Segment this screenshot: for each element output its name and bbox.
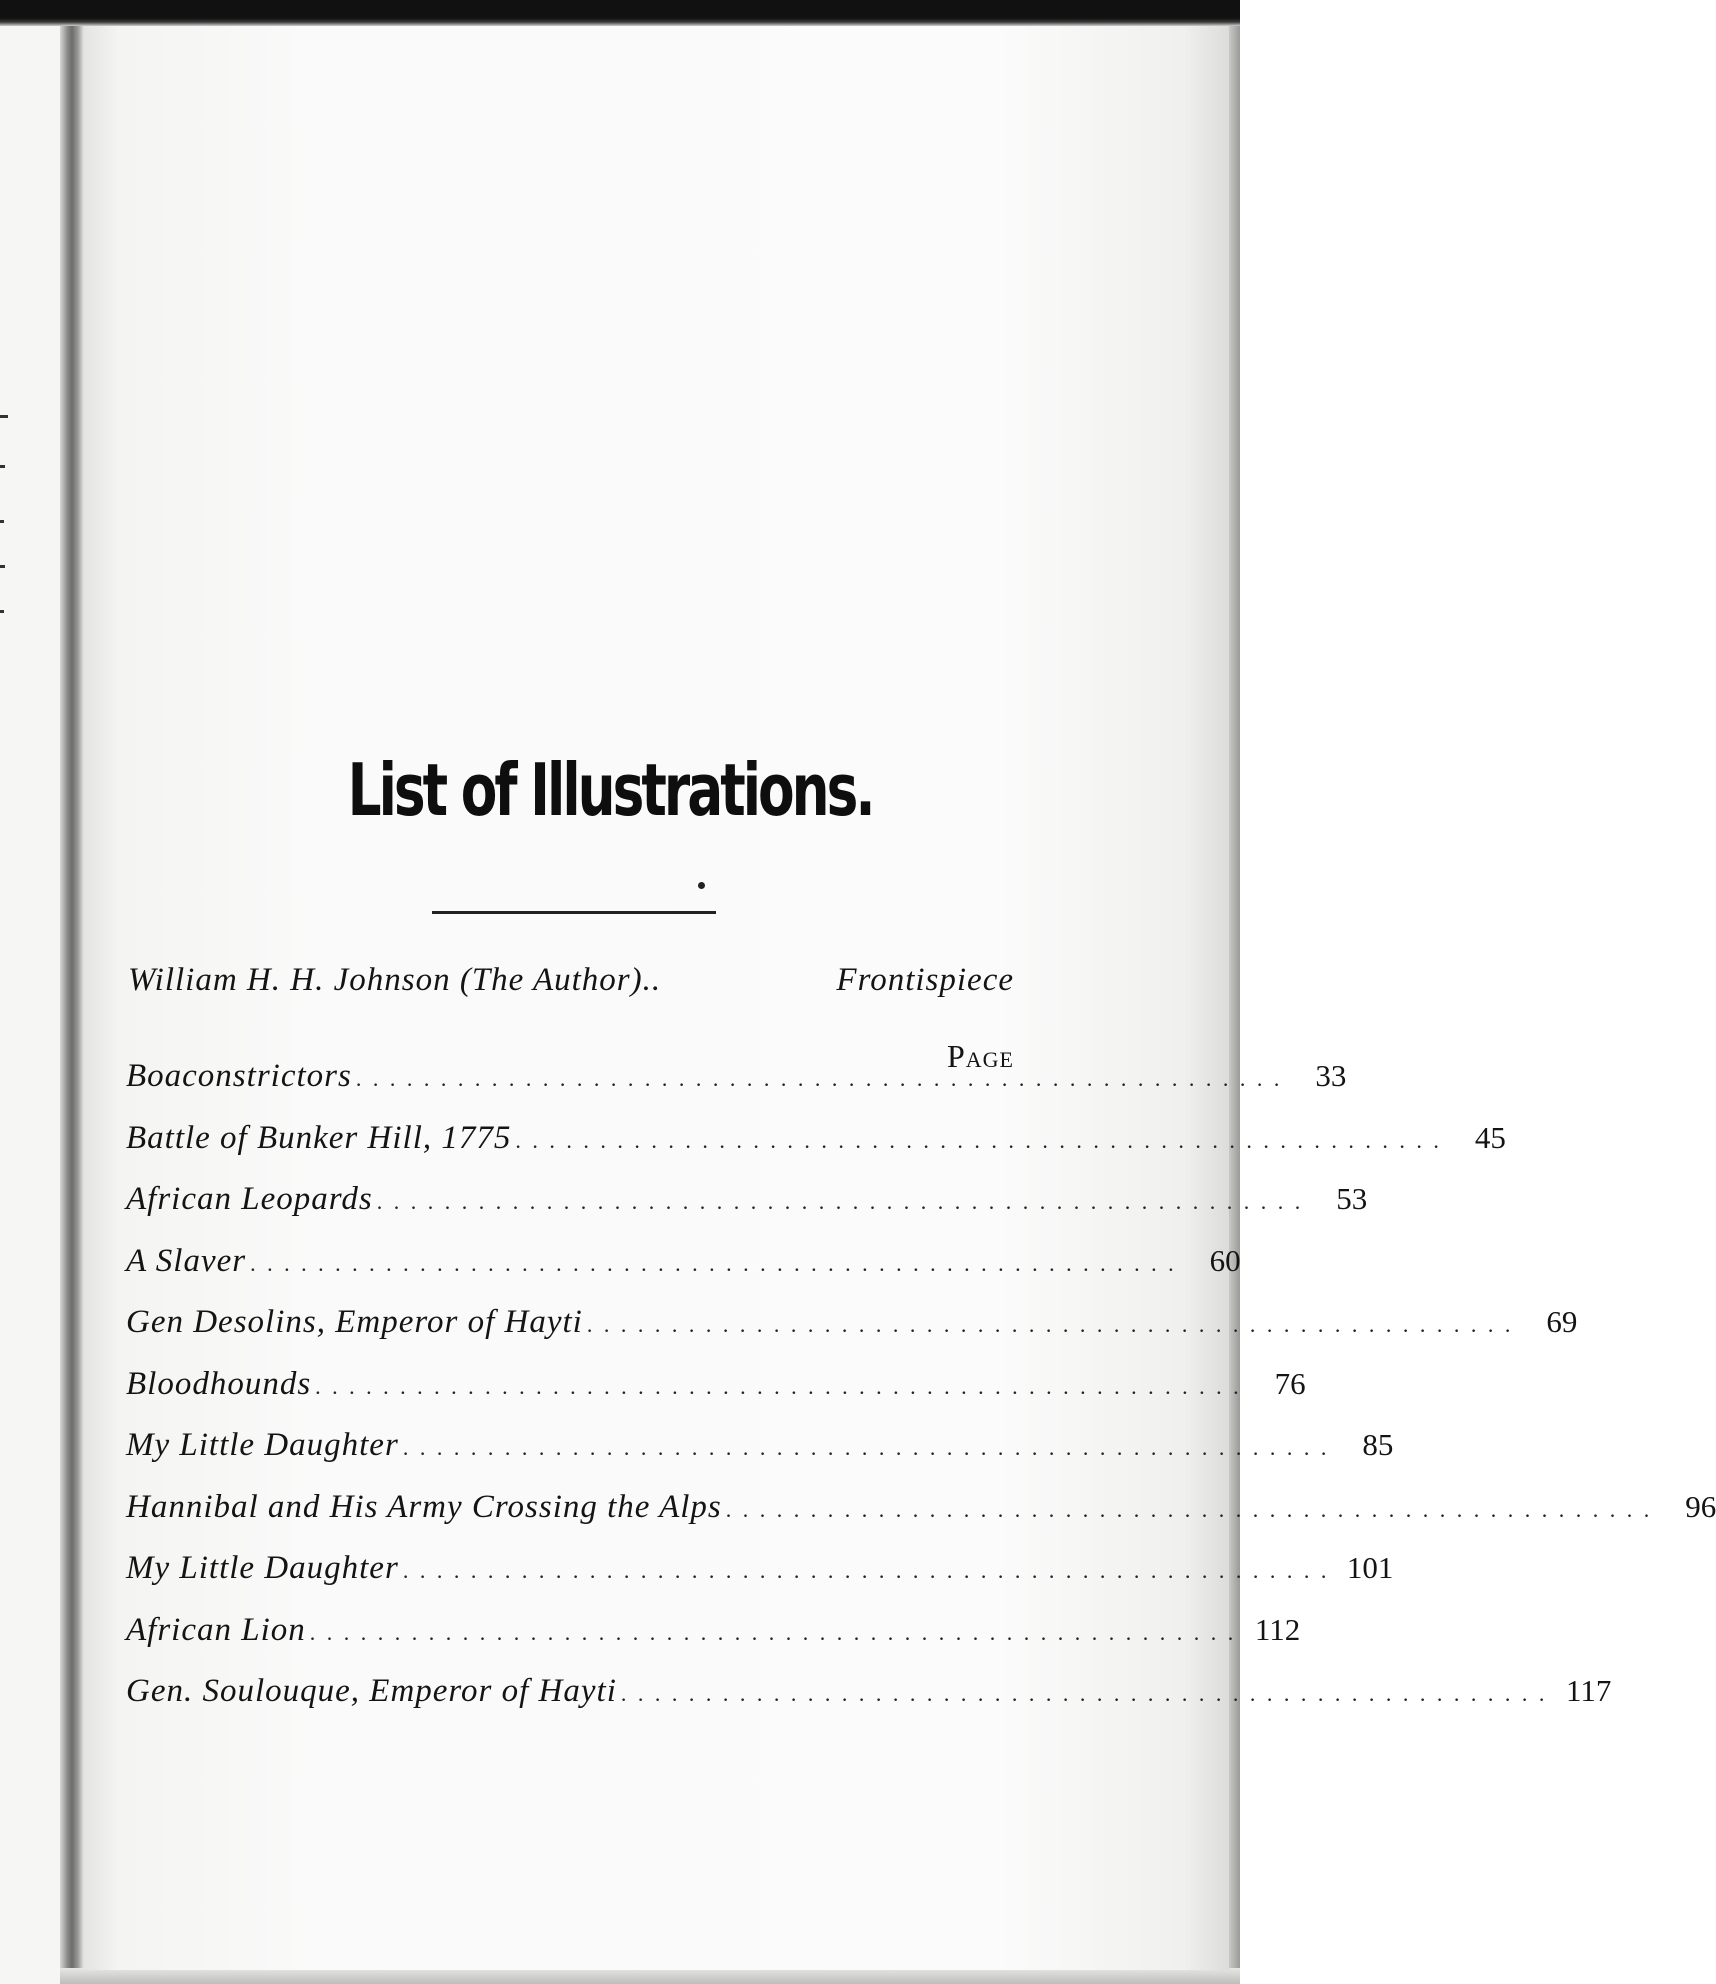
list-item: [126, 1242, 1241, 1305]
illustration-title: African Leopards: [126, 1181, 373, 1217]
book-spine: [60, 26, 84, 1984]
dot-leader: . . . . . . . . . . . . . . . . . . . . . . . . . . . . . . . . . . . . . . . . . . . . . . . . . . . . . . .: [402, 1558, 1330, 1583]
illustration-title: Boaconstrictors: [126, 1058, 352, 1094]
dot-leader: . . . . . . . . . . . . . . . . . . . . . . . . . . . . . . . . . . . . . . . . . . . . . . . . . . . . . . .: [309, 1619, 1237, 1645]
margin-mark: [0, 565, 5, 568]
frontispiece-label: [128, 962, 661, 999]
illustration-page-number: 101: [1346, 1550, 1394, 1585]
ornament-dot: [698, 882, 705, 889]
frontispiece-title: William H. H. Johnson (The Author): [128, 962, 643, 998]
dot-leader: . . . . . . . . . . . . . . . . . . . . . . . . . . . . . . . . . . . . . . . . . . . . . . . . . . . . . . .: [315, 1373, 1242, 1399]
list-item: [126, 1304, 1578, 1366]
list-item: [126, 1611, 1301, 1674]
list-item: [126, 1119, 1506, 1182]
frontispiece-position: Frontispiece: [836, 962, 1014, 998]
dot-leader: . . . . . . . . . . . . . . . . . . . . . . . . . . . . . . . . . . . . . . . . . . . . . . . . . . . . . . .: [402, 1435, 1330, 1460]
illustration-page-number: 45: [1474, 1119, 1506, 1155]
list-item: [126, 1550, 1394, 1612]
illustration-page-number: 60: [1209, 1242, 1241, 1278]
list-item: [126, 1058, 1347, 1120]
page-title: List of Illustrations.: [347, 748, 873, 832]
illustration-title: Gen Desolins, Emperor of Hayti: [126, 1304, 583, 1340]
illustration-page-number: 53: [1336, 1181, 1368, 1216]
title-rule: [432, 911, 716, 914]
illustration-page-number: 117: [1566, 1673, 1612, 1708]
list-item: [126, 1365, 1306, 1428]
illustration-title: My Little Daughter: [126, 1427, 399, 1463]
illustration-title: Bloodhounds: [126, 1365, 312, 1402]
dot-leader: . . . . . . . . . . . . . . . . . . . . . . . . . . . . . . . . . . . . . . . . . . . . . . . . . . . . . . .: [515, 1127, 1442, 1153]
illustration-title: Hannibal and His Army Crossing the Alps: [126, 1488, 722, 1525]
frontispiece-entry: [128, 962, 1014, 1018]
dot-leader: . . . . . . . . . . . . . . . . . . . . . . . . . . . . . . . . . . . . . . . . . . . . . . . . . . . . . . .: [620, 1681, 1548, 1706]
book-top-edge: [0, 0, 1240, 26]
book-bottom-edge: [60, 1968, 1240, 1984]
frontispiece-separator: ..: [642, 962, 662, 998]
illustration-page-number: 33: [1315, 1058, 1347, 1093]
illustration-list: [126, 1058, 1716, 1735]
illustration-title: My Little Daughter: [126, 1550, 399, 1586]
illustration-title: Gen. Soulouque, Emperor of Hayti: [126, 1673, 617, 1709]
list-item: [126, 1181, 1368, 1243]
list-item: [126, 1427, 1394, 1489]
list-item: [126, 1488, 1716, 1551]
illustration-page-number: 76: [1274, 1365, 1306, 1401]
illustration-title: A Slaver: [126, 1242, 247, 1279]
margin-mark: [0, 415, 8, 418]
illustration-title: African Lion: [126, 1611, 306, 1648]
dot-leader: . . . . . . . . . . . . . . . . . . . . . . . . . . . . . . . . . . . . . . . . . . . . . . . . . . . . . . .: [250, 1250, 1177, 1276]
margin-mark: [0, 610, 4, 613]
illustration-page-number: 112: [1254, 1611, 1301, 1647]
dot-leader: . . . . . . . . . . . . . . . . . . . . . . . . . . . . . . . . . . . . . . . . . . . . . . . . . . . . . . .: [376, 1189, 1304, 1214]
illustration-page-number: 69: [1546, 1304, 1578, 1339]
margin-mark: [0, 465, 5, 468]
list-item: [126, 1673, 1612, 1735]
margin-mark: [0, 520, 4, 523]
dot-leader: . . . . . . . . . . . . . . . . . . . . . . . . . . . . . . . . . . . . . . . . . . . . . . . . . . . . . . .: [586, 1312, 1514, 1337]
illustration-page-number: 96: [1685, 1488, 1716, 1524]
illustration-page-number: 85: [1362, 1427, 1394, 1462]
dot-leader: . . . . . . . . . . . . . . . . . . . . . . . . . . . . . . . . . . . . . . . . . . . . . . . . . . . . . . .: [725, 1496, 1653, 1522]
illustration-title: Battle of Bunker Hill, 1775: [126, 1119, 512, 1156]
page-column-header: Page: [946, 1038, 1014, 1074]
dot-leader: . . . . . . . . . . . . . . . . . . . . . . . . . . . . . . . . . . . . . . . . . . . . . . . . . . . . . . .: [355, 1066, 1283, 1091]
